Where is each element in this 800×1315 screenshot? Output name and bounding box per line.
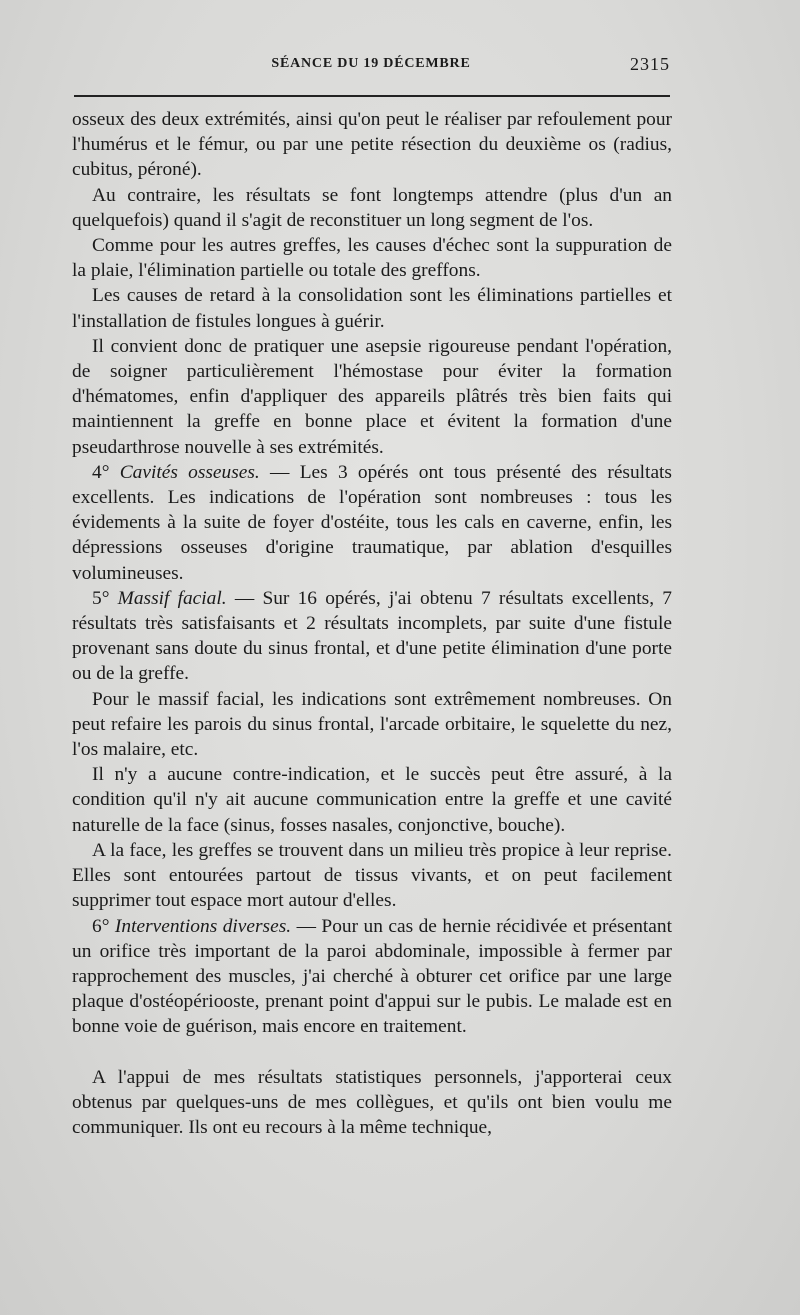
section-heading: Cavités osseuses. [119, 461, 260, 483]
paragraph: Il n'y a aucune contre-indication, et le succès peut être assuré, à la condition qu'il n'y ait aucune communication entre la greffe et une cavité naturelle de la face (sinus, fosses nasales, conjonctive, bouche). [72, 764, 672, 836]
running-header [72, 52, 670, 78]
header-title: SÉANCE DU 19 DÉCEMBRE [271, 56, 471, 71]
section-number: 6° [92, 915, 115, 937]
paragraph: Les causes de retard à la consolidation sont les éliminations partielles et l'installation de fistules longues à guérir. [72, 285, 672, 332]
section-paragraph: 4° Cavités osseuses. — Les 3 opérés ont tous présenté des résultats excellents. Les indications de l'opération sont nombreuses : tous les évidements à la suite de foyer d'ostéite, tous les cals en caverne, enfin, les dépressions osseuses d'origine traumatique, par ablation d'esquilles volumineuses. [72, 461, 672, 584]
page-number: 2315 [630, 54, 670, 74]
paragraph: Au contraire, les résultats se font longtemps attendre (plus d'un an quelquefois) quand il s'agit de reconstituer un long segment de l'os. [72, 184, 672, 231]
paragraph: Il convient donc de pratiquer une asepsie rigoureuse pendant l'opération, de soigner particulièrement l'hémostase pour éviter la formation d'hématomes, enfin d'appliquer des appareils plâtrés très bien faits qui maintiennent la greffe en bonne place et évitent la formation d'une pseudarthrose nouvelle à ses extrémités. [72, 335, 672, 458]
section-heading: Massif facial. [117, 587, 227, 609]
section-heading: Interventions diverses. [114, 915, 292, 937]
page-body [72, 107, 672, 1140]
paragraph: Comme pour les autres greffes, les causes d'échec sont la suppuration de la plaie, l'élimination partielle ou totale des greffons. [72, 235, 672, 282]
header-rule [74, 95, 670, 97]
paragraph: Pour le massif facial, les indications sont extrêmement nombreuses. On peut refaire les parois du sinus frontal, l'arcade orbitaire, le squelette du nez, l'os malaire, etc. [72, 688, 672, 761]
paragraph: A l'appui de mes résultats statistiques personnels, j'apporterai ceux obtenus par quelques-uns de mes collègues, et qu'ils ont bien voulu me communiquer. Ils ont eu recours à la même technique, [72, 1066, 672, 1138]
paragraph: A la face, les greffes se trouvent dans un milieu très propice à leur reprise. Elles sont entourées partout de tissus vivants, et on peut facilement supprimer tout espace mort autour d'elles. [72, 839, 672, 912]
section-number: 4° [92, 461, 120, 483]
section-paragraph: 5° Massif facial. — Sur 16 opérés, j'ai obtenu 7 résultats excellents, 7 résultats très satisfaisants et 2 résultats incomplets, par suite d'une fistule provenant sans doute du sinus frontal, et d'une petite élimination d'une porte ou de la greffe. [72, 587, 672, 685]
paragraph: osseux des deux extrémités, ainsi qu'on peut le réaliser par refoulement pour l'humérus et le fémur, ou par une petite résection du deuxième os (radius, cubitus, péroné). [72, 109, 672, 181]
section-paragraph: 6° Interventions diverses. — Pour un cas de hernie récidivée et présentant un orifice très important de la paroi abdominale, impossible à fermer par rapprochement des muscles, j'ai cherché à obturer cet orifice par une large plaque d'ostéopériooste, prenant point d'appui sur le pubis. Le malade est en bonne voie de guérison, mais encore en traitement. [72, 915, 672, 1038]
section-number: 5° [92, 587, 118, 609]
